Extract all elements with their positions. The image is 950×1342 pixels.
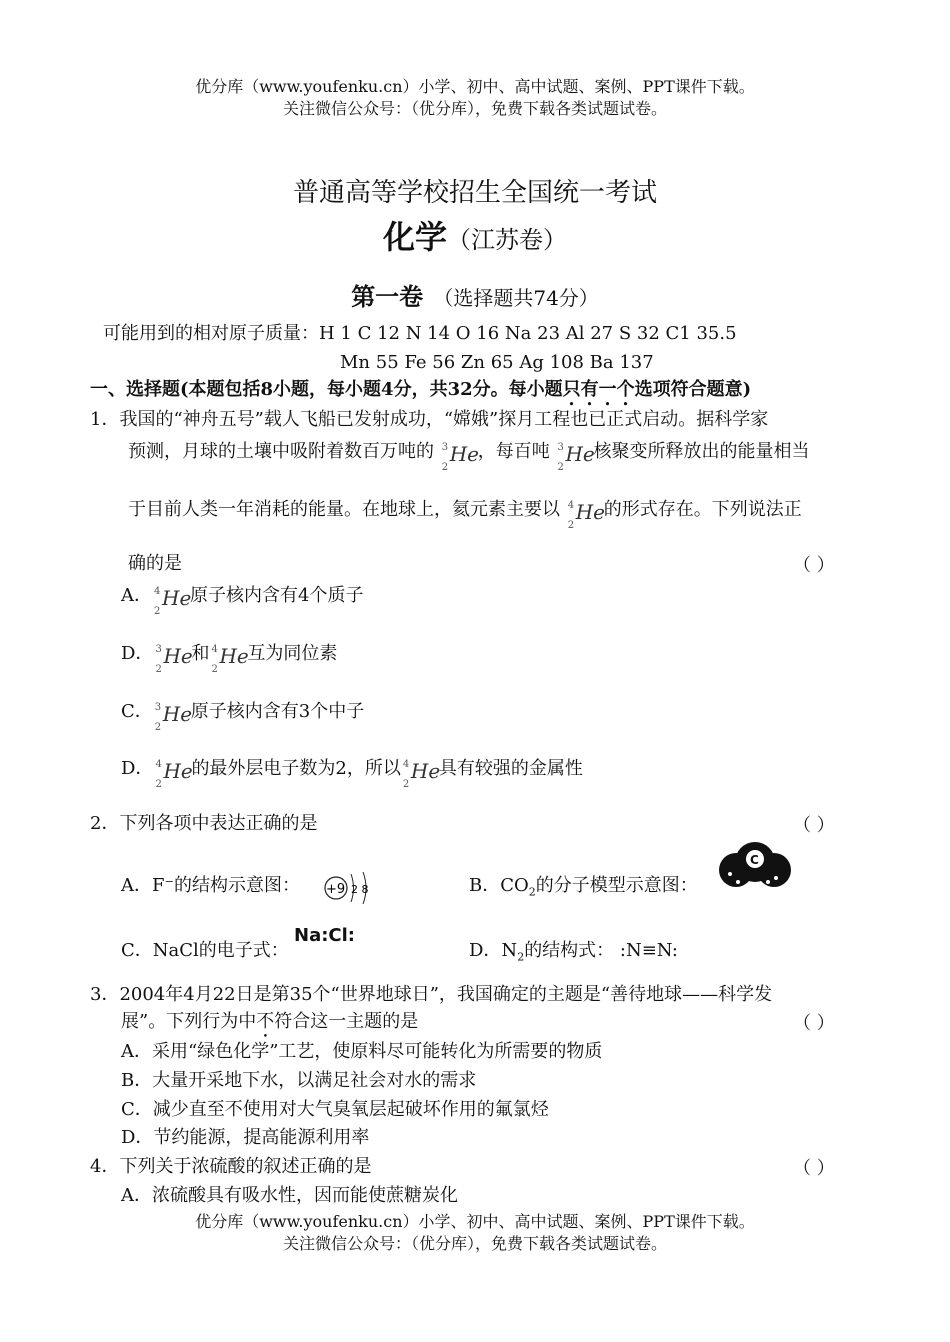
q1-text-2a: 预测，月球的土壤中吸附着数百万吨的 [128, 441, 434, 462]
q2-stem [90, 811, 317, 837]
nacl-electron-formula: Na:Cl: [294, 925, 355, 946]
he4-isotope: 4 2 He [155, 759, 193, 790]
volume-note: （选择题共74分） [433, 286, 599, 310]
co2-molecule-model-icon [716, 838, 794, 892]
q3-text-2-post: 符合这一主题的是 [274, 1011, 419, 1032]
option-label: D． [121, 643, 154, 664]
q3-number: 3． [90, 984, 120, 1005]
option-text: D．N [469, 940, 518, 961]
q1-text-2b: ，每百吨 [477, 441, 550, 462]
q2-option-a[interactable] [121, 873, 300, 899]
q4-stem [90, 1154, 371, 1180]
he3-isotope: 3 2 He [441, 442, 480, 473]
q3-line-2 [121, 1009, 418, 1042]
he3-isotope: 3 2 He [557, 442, 595, 473]
q1-line-4: 确的是 [128, 553, 182, 574]
q4-option-a[interactable]: A．浓硫酸具有吸水性，因而能使蔗糖炭化 [121, 1185, 458, 1206]
exam-title: 普通高等学校招生全国统一考试 [292, 178, 657, 208]
option-text: 互为同位素 [247, 643, 338, 664]
option-text: 原子核内含有4个质子 [190, 585, 364, 606]
option-text: B．CO [469, 875, 529, 896]
nucleus-charge: +9 [326, 882, 346, 897]
option-text: 具有较强的金属性 [438, 758, 583, 779]
he3-isotope: 3 2 He [154, 702, 193, 733]
q2-option-d[interactable] [469, 938, 678, 971]
paper-name: （江苏卷） [447, 226, 567, 254]
section-heading-post: 选项符合题意) [634, 379, 752, 400]
subject-title [0, 212, 950, 258]
fluoride-ion-structure-diagram [320, 864, 380, 910]
option-text: C．NaCl的电子式： [121, 940, 289, 961]
option-text: 的结构式： :N≡N: [524, 940, 678, 961]
q1-line-3 [128, 497, 802, 531]
q4-number: 4． [90, 1156, 120, 1177]
volume-title [0, 277, 950, 312]
q2-option-c[interactable] [121, 938, 289, 964]
q3-text-2-pre: 展”。下列行为中 [121, 1011, 257, 1032]
option-text: 和 [191, 643, 210, 664]
section-heading-emphasis: 只有一个 [562, 379, 635, 400]
he4-isotope: 4 2 He [567, 500, 606, 531]
q1-text-3a: 于目前人类一年消耗的能量。在地球上，氦元素主要以 [128, 499, 560, 520]
q3-option-c[interactable]: C．减少直至不使用对大气臭氧层起破坏作用的氟氯烃 [121, 1099, 549, 1120]
q1-text-2c: 核聚变所释放出的能量相当 [593, 441, 810, 462]
q1-line-2 [128, 439, 810, 473]
carbon-atom-label: C [750, 853, 759, 867]
he4-isotope: 4 2 He [211, 644, 249, 675]
q4-text: 下列关于浓硫酸的叙述正确的是 [119, 1156, 372, 1177]
q1-text-3b: 的形式存在。下列说法正 [603, 499, 802, 520]
q1-option-c[interactable] [121, 699, 365, 733]
q3-emphasis: 不 [256, 1011, 275, 1032]
q1-option-d[interactable] [121, 756, 583, 790]
q2-answer-paren[interactable]: （ ） [793, 815, 835, 836]
q1-answer-paren[interactable]: （ ） [793, 555, 835, 576]
footer-line-2: 关注微信公众号：（优分库），免费下载各类试题试卷。 [282, 1234, 667, 1253]
option-label: C． [121, 701, 153, 722]
atomic-mass-line-2: Mn 55 Fe 56 Zn 65 Ag 108 Ba 137 [340, 352, 654, 373]
q3-text-1: 2004年4月22日是第35个“世界地球日”，我国确定的主题是“善待地球——科学发 [119, 984, 773, 1005]
q1-option-b[interactable] [121, 641, 338, 675]
header-line-2: 关注微信公众号：（优分库），免费下载各类试题试卷。 [282, 99, 667, 118]
q1-option-a[interactable] [121, 583, 364, 617]
q3-option-d[interactable]: D．节约能源，提高能源利用率 [121, 1127, 370, 1148]
q3-answer-paren[interactable]: （ ） [793, 1013, 835, 1034]
section-heading-pre: 一、选择题(本题包括8小题，每小题4分，共32分。每小题 [90, 379, 563, 400]
he4-isotope: 4 2 He [402, 759, 441, 790]
q2-text: 下列各项中表达正确的是 [119, 813, 318, 834]
option-label: A． [121, 585, 152, 606]
q4-answer-paren[interactable]: （ ） [793, 1158, 835, 1179]
q2-option-b[interactable] [469, 873, 698, 906]
electron-shells: 2 8 [351, 883, 369, 896]
header-line-1: 优分库（www.youfenku.cn）小学、初中、高中试题、案例、PPT课件下载。 [195, 77, 755, 96]
section-heading [90, 377, 751, 410]
q3-option-a[interactable]: A．采用“绿色化学”工艺，使原料尽可能转化为所需要的物质 [121, 1041, 603, 1062]
option-text: 原子核内含有3个中子 [190, 701, 365, 722]
q1-number: 1． [90, 409, 120, 430]
subject-name: 化学 [382, 218, 447, 256]
volume-name: 第一卷 [351, 282, 424, 311]
subscript: 2 [517, 950, 525, 964]
he3-isotope: 3 2 He [155, 644, 193, 675]
option-text: 的最外层电子数为2，所以 [191, 758, 401, 779]
subscript: 2 [528, 885, 536, 899]
he4-isotope: 4 2 He [154, 586, 192, 617]
option-label: D． [121, 758, 154, 779]
q2-number: 2． [90, 813, 120, 834]
q1-text-1: 我国的“神舟五号”载人飞船已发射成功，“嫦娥”探月工程也已正式启动。据科学家 [119, 409, 769, 430]
atomic-mass-line-1: 可能用到的相对原子质量：H 1 C 12 N 14 O 16 Na 23 Al 27 S 32 C1 35.5 [103, 323, 737, 344]
q1-line-1 [90, 407, 768, 433]
q3-line-1 [90, 982, 772, 1008]
q3-option-b[interactable]: B．大量开采地下水，以满足社会对水的需求 [121, 1070, 477, 1091]
option-text: 的分子模型示意图： [535, 875, 698, 896]
option-text: A．F⁻的结构示意图： [121, 875, 300, 896]
footer-line-1: 优分库（www.youfenku.cn）小学、初中、高中试题、案例、PPT课件下载。 [195, 1212, 755, 1231]
